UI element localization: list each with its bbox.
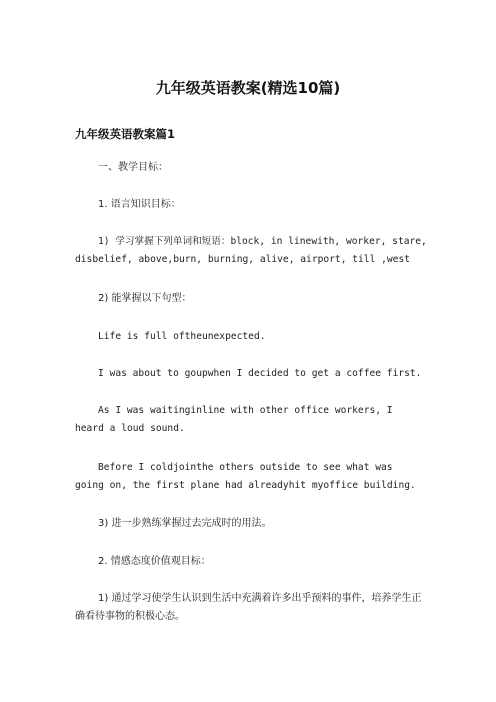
paragraph-example-sentence-3: As I was waitinginline with other office workers, I heard a loud sound. [75, 405, 393, 434]
paragraph-past-perfect: 3) 进一步熟练掌握过去完成时的用法。 [98, 518, 272, 529]
section-heading: 九年级英语教案篇1 [75, 127, 176, 141]
paragraph-example-sentence-2: I was about to goupwhen I decided to get a coffee first. [98, 368, 422, 379]
paragraph-emotion-goal: 2. 情感态度价值观目标： [98, 556, 211, 567]
paragraph-language-knowledge-goal: 1. 语言知识目标： [98, 199, 181, 210]
paragraph-vocabulary-list: 1) 学习掌握下列单词和短语：block, in linewith, worker, stare, disbelief, above,burn, burning, alive, airport, till ,west [75, 236, 427, 265]
paragraph-sentence-patterns: 2) 能掌握以下句型： [98, 293, 192, 304]
paragraph-emotion-goal-detail: 1) 通过学习使学生认识到生活中充满着许多出乎预料的事件，培养学生正确看待事物的积极心态。 [75, 593, 422, 622]
paragraph-teaching-objectives: 一、教学目标： [98, 162, 168, 173]
document-title: 九年级英语教案(精选10篇) [155, 79, 341, 97]
paragraph-example-sentence-4: Before I coldjointhe others outside to see what was going on, the first plane had alreadyhit myoffice building. [75, 462, 416, 491]
paragraph-example-sentence-1: Life is full oftheunexpected. [98, 331, 266, 342]
